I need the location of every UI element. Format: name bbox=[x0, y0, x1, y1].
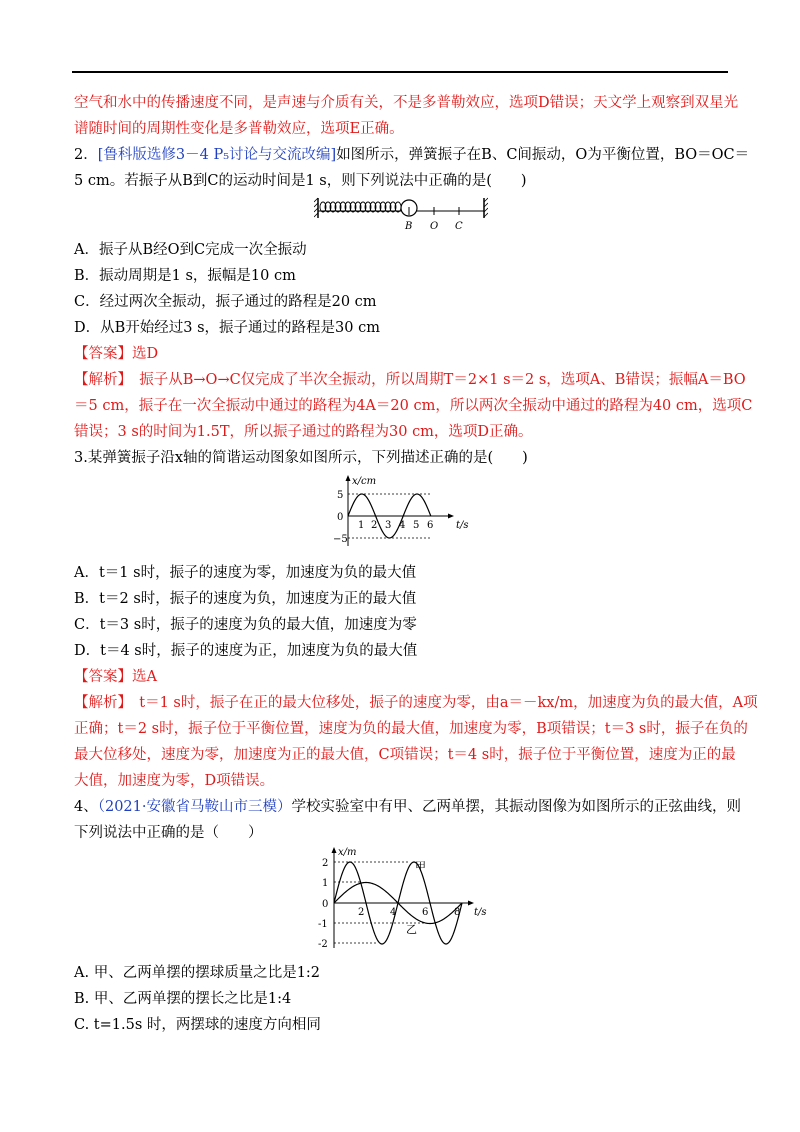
q3-option-c: C．t＝3 s时，振子的速度为负的最大值，加速度为零 bbox=[74, 617, 417, 633]
q2-option-c: C．经过两次全振动，振子通过的路程是20 cm bbox=[74, 294, 377, 310]
q3-analysis-line-4: 大值，加速度为零，D项错误。 bbox=[74, 773, 275, 789]
q2-number: 2． bbox=[74, 147, 98, 163]
q4-xtick-2: 2 bbox=[358, 907, 365, 918]
q2-analysis-line-1: 【解析】 振子从B→O→C仅完成了半次全振动，所以周期T＝2×1 s＝2 s，选项A、B错误；振幅A＝BO bbox=[74, 372, 746, 388]
q4-curve-label-yi: 乙 bbox=[406, 923, 417, 936]
q4-option-c: C. t=1.5s 时，两摆球的速度方向相同 bbox=[74, 1017, 321, 1033]
q3-y-axis-label: x/cm bbox=[352, 476, 377, 487]
q3-xtick-3: 3 bbox=[385, 520, 392, 531]
q2-option-d: D．从B开始经过3 s，振子通过的路程是30 cm bbox=[74, 320, 380, 336]
q3-ytick-5: 5 bbox=[337, 490, 344, 501]
q4-option-a: A. 甲、乙两单摆的摆球质量之比是1:2 bbox=[74, 965, 321, 981]
q3-analysis-line-3: 最大位移处，速度为零，加速度为正的最大值，C项错误；t＝4 s时，振子位于平衡位置，速度为正的最 bbox=[74, 747, 736, 763]
q4-ytick-0: 0 bbox=[322, 899, 329, 910]
q3-ytick-neg5: −5 bbox=[333, 534, 348, 545]
q4-number: 4、 bbox=[74, 799, 98, 815]
q4-ytick-1: 1 bbox=[322, 878, 329, 889]
spring-oscillator-figure bbox=[314, 196, 488, 232]
q4-ytick-neg2: -2 bbox=[318, 939, 328, 950]
q3-analysis-line-1: 【解析】 t＝1 s时，振子在正的最大位移处，振子的速度为零，由a＝－kx/m，加速度为负的最大值，A项 bbox=[74, 695, 758, 711]
q4-xtick-4: 4 bbox=[390, 907, 397, 918]
q4-y-axis-label: x/m bbox=[338, 847, 357, 858]
q4-x-axis-label: t/s bbox=[474, 907, 487, 918]
q4-stem-line-2: 下列说法中正确的是（ ） bbox=[74, 825, 263, 841]
q3-xtick-4: 4 bbox=[399, 520, 406, 531]
q3-xtick-2: 2 bbox=[371, 520, 378, 531]
q2-analysis-line-2: ＝5 cm，振子在一次全振动中通过的路程为4A＝20 cm，所以两次全振动中通过的路程为40 cm，选项C bbox=[74, 398, 753, 414]
q2-stem-text: 如图所示，弹簧振子在B、C间振动，O为平衡位置，BO＝OC＝ bbox=[336, 147, 750, 163]
header-rule bbox=[72, 71, 728, 73]
q2-analysis-line-3: 错误；3 s的时间为1.5T，所以振子通过的路程为30 cm，选项D正确。 bbox=[74, 424, 533, 440]
q3-graph bbox=[328, 474, 484, 548]
prev-analysis-line-1: 空气和水中的传播速度不同，是声速与介质有关，不是多普勒效应，选项D错误；天文学上观察到双星光 bbox=[74, 95, 739, 111]
q4-xtick-8: 8 bbox=[454, 907, 461, 918]
q3-ytick-0: 0 bbox=[337, 512, 344, 523]
q4-source: （2021·安徽省马鞍山市三模） bbox=[97, 799, 292, 815]
label-o: O bbox=[430, 221, 439, 232]
q3-analysis-line-2: 正确；t＝2 s时，振子位于平衡位置，速度为负的最大值，加速度为零，B项错误；t＝3 s时，振子在负的 bbox=[74, 721, 748, 737]
prev-analysis-line-2: 谱随时间的周期性变化是多普勒效应，选项E正确。 bbox=[74, 121, 404, 137]
label-c: C bbox=[455, 221, 463, 232]
q4-xtick-6: 6 bbox=[422, 907, 429, 918]
q2-option-b: B．振动周期是1 s，振幅是10 cm bbox=[74, 268, 296, 284]
q2-answer: 【答案】选D bbox=[74, 346, 159, 362]
q3-option-a: A．t＝1 s时，振子的速度为零，加速度为负的最大值 bbox=[74, 565, 417, 581]
q3-option-d: D．t＝4 s时，振子的速度为正，加速度为负的最大值 bbox=[74, 643, 418, 659]
q4-ytick-neg1: -1 bbox=[318, 919, 328, 930]
q4-stem-line-1 bbox=[74, 797, 741, 817]
q3-x-axis-label: t/s bbox=[456, 520, 469, 531]
q4-curve-label-jia: 甲 bbox=[415, 860, 426, 873]
q4-option-b: B. 甲、乙两单摆的摆长之比是1:4 bbox=[74, 991, 292, 1007]
q2-stem-line-1 bbox=[74, 145, 749, 165]
q3-xtick-6: 6 bbox=[427, 520, 434, 531]
q3-answer: 【答案】选A bbox=[74, 669, 157, 685]
q2-stem-line-2: 5 cm。若振子从B到C的运动时间是1 s，则下列说法中正确的是( ) bbox=[74, 173, 527, 189]
q2-option-a: A．振子从B经O到C完成一次全振动 bbox=[74, 242, 307, 258]
q2-source: [鲁科版选修3－4 P₅讨论与交流改编] bbox=[97, 147, 337, 163]
q3-option-b: B．t＝2 s时，振子的速度为负，加速度为正的最大值 bbox=[74, 591, 417, 607]
q3-stem: 3.某弹簧振子沿x轴的简谐运动图象如图所示，下列描述正确的是( ) bbox=[74, 450, 528, 466]
q3-xtick-5: 5 bbox=[413, 520, 420, 531]
q4-ytick-2: 2 bbox=[322, 858, 329, 869]
q4-stem-text: 学校实验室中有甲、乙两单摆，其振动图像为如图所示的正弦曲线，则 bbox=[291, 799, 741, 815]
q4-graph bbox=[310, 845, 490, 950]
label-b: B bbox=[405, 221, 413, 232]
q3-xtick-1: 1 bbox=[358, 520, 365, 531]
